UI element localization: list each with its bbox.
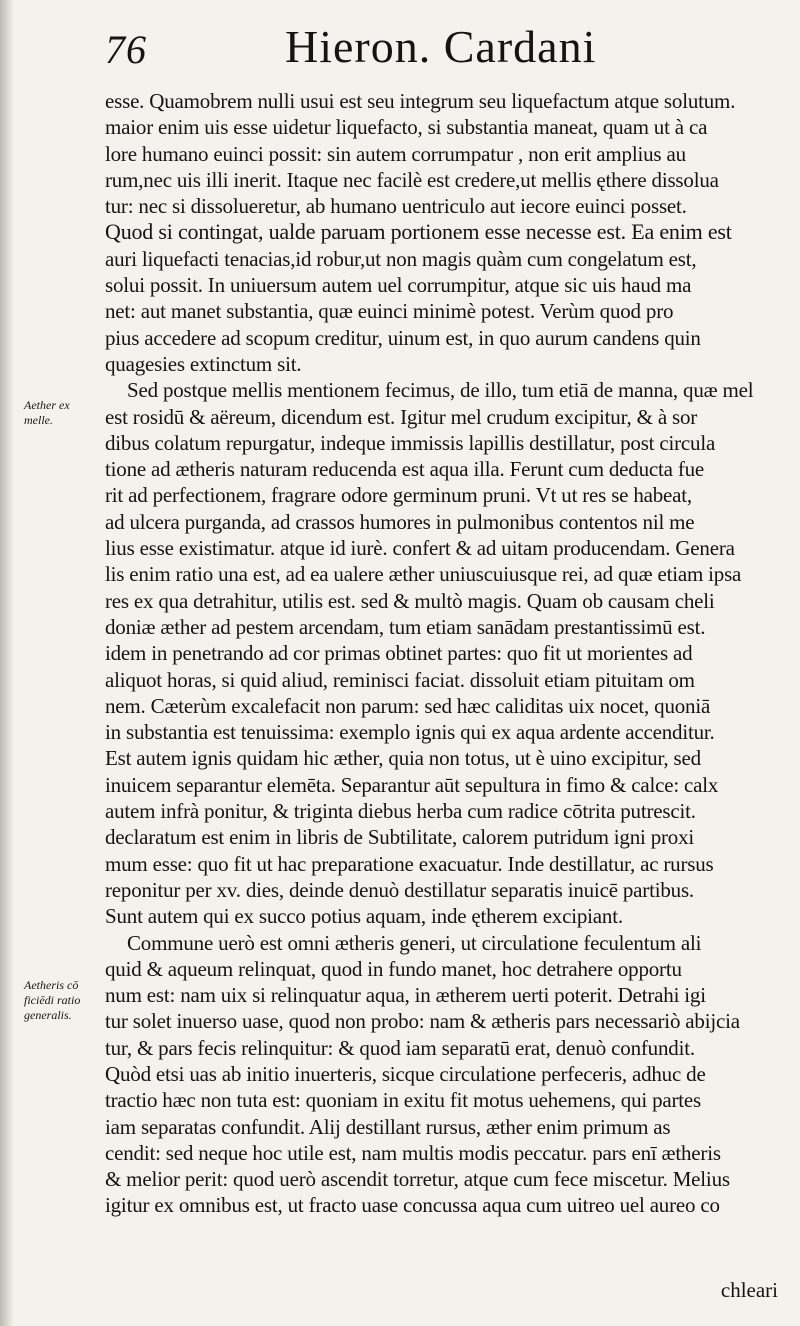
text-line: rum,nec uis illi inerit. Itaque nec facilè est credere,ut mellis ęthere dissolua (105, 167, 719, 192)
text-line: lore humano euinci possit: sin autem corrumpatur , non erit amplius au (105, 141, 686, 166)
text-line: declaratum est enim in libris de Subtilitate, calorem putridum igni proxi (105, 825, 695, 850)
sidenote-aetheris-conficiendi (24, 978, 100, 1023)
text-line: in substantia est tenuissima: exemplo ignis qui ex aqua ardente accenditur. (105, 720, 715, 745)
text-line: reponitur per xv. dies, deinde denuò destillatur separatis inuicē partibus. (105, 877, 694, 902)
text-line: Quòd etsi uas ab initio inuerteris, sicque circulatione perfeceris, adhuc de (105, 1061, 706, 1086)
sidenote-line: ficiēdi ratio (24, 993, 81, 1007)
text-line: igitur ex omnibus est, ut fracto uase concussa aqua cum uitreo uel aureo co (105, 1193, 720, 1218)
text-line: tractio hæc non tuta est: quoniam in exitu fit motus uehemens, qui partes (105, 1088, 702, 1113)
text-line: lis enim ratio una est, ad ea ualere æther uniuscuiusque rei, ad quæ etiam ipsa (105, 562, 742, 587)
text-line: aliquot horas, si quid aliud, reminisci faciat. dissoluit etiam pituitam om (105, 667, 695, 692)
text-line: solui possit. In uniuersum autem uel corrumpitur, atque sic uis haud ma (105, 273, 692, 298)
sidenote-line: generalis. (24, 1008, 72, 1022)
text-line: tur: nec si dissolueretur, ab humano uentriculo aut iecore euinci posset. (105, 194, 687, 219)
text-line: mum esse: quo fit ut hac preparatione exacuatur. Inde destillatur, ac rursus (105, 851, 714, 876)
text-line: esse. Quamobrem nulli usui est seu integrum seu liquefactum atque solutum. (105, 89, 736, 113)
text-line: tione ad ætheris naturam reducenda est aqua illa. Ferunt cum deducta fue (105, 457, 705, 482)
text-line: maior enim uis esse uidetur liquefacto, si substantia maneat, quam ut à ca (105, 115, 708, 140)
text-line: est rosidū & aëreum, dicendum est. Igitur mel crudum excipitur, & à sor (105, 404, 698, 429)
page-header (105, 18, 770, 80)
text-line: & melior perit: quod uerò ascendit torretur, atque cum fece miscetur. Melius (105, 1167, 730, 1192)
text-line: tur, & pars fecis relinquitur: & quod iam separatū erat, denuò confundit. (105, 1035, 695, 1060)
text-line: autem infrà ponitur, & triginta diebus herba cum radice cōtrita putrescit. (105, 799, 696, 824)
text-line: Commune uerò est omni ætheris generi, ut circulatione feculentum ali (127, 930, 702, 955)
text-line: res ex qua detrahitur, utilis est. sed & multò magis. Quam ob causam cheli (105, 588, 715, 613)
sidenote-line: melle. (24, 413, 53, 427)
text-line: doniæ æther ad pestem arcendam, tum etiam sanādam prestantissimū est. (105, 614, 706, 639)
text-line: quid & aqueum relinquat, quod in fundo manet, hoc detrahere opportu (105, 956, 682, 981)
sidenote-aether-ex-melle (24, 398, 100, 428)
text-line: Quod si contingat, ualde paruam portionem esse necesse est. Ea enim est (105, 219, 732, 245)
text-line: tur solet inuerso uase, quod non probo: nam & ætheris pars necessariò abijcia (105, 1009, 740, 1034)
sidenote-line: Aether ex (24, 398, 70, 412)
text-line: nem. Cæterùm excalefacit non parum: sed hæc caliditas uix nocet, quoniā (105, 693, 711, 718)
page-number: 76 (105, 27, 147, 72)
sidenote-line: Aetheris cō (24, 978, 79, 992)
text-line: ad ulcera purganda, ad crassos humores in pulmonibus contentos nil me (105, 509, 695, 534)
text-line: rit ad perfectionem, fragrare odore germinum pruni. Vt ut res se habeat, (105, 483, 692, 508)
text-line: lius esse existimatur. atque id iurè. confert & ad uitam producendam. Genera (105, 536, 735, 561)
text-line: net: aut manet substantia, quæ euinci minimè potest. Verùm quod pro (105, 299, 674, 324)
gutter-shadow (0, 0, 14, 1326)
body-text (105, 88, 775, 1219)
text-line: num est: nam uix si relinquatur aqua, in ætherem uerti poterit. Detrahi igi (105, 983, 706, 1008)
text-line: iam separatas confundit. Alij destillant rursus, æther enim primum as (105, 1114, 671, 1139)
text-line: pius accedere ad scopum creditur, uinum est, in quo aurum candens quin (105, 325, 701, 350)
text-line: Est autem ignis quidam hic æther, quia non totus, ut è uino excipitur, sed (105, 746, 701, 771)
text-line: auri liquefacti tenacias,id robur,ut non magis quàm cum congelatum est, (105, 246, 697, 271)
text-line: dibus colatum repurgatur, indeque immissis lapillis destillatur, post circula (105, 430, 716, 455)
text-line: inuicem separantur elemēta. Separantur aūt sepultura in fimo & calce: calx (105, 772, 719, 797)
text-line: quagesies extinctum sit. (105, 351, 302, 376)
text-line: idem in penetrando ad cor primas obtinet partes: quo fit ut morientes ad (105, 641, 693, 666)
catchword: chleari (720, 1278, 778, 1302)
text-line: Sed postque mellis mentionem fecimus, de illo, tum etiā de manna, quæ mel (127, 378, 754, 403)
text-line: cendit: sed neque hoc utile est, nam multis modis peccatur. pars enī ætheris (105, 1140, 721, 1165)
text-line: Sunt autem qui ex succo potius aquam, inde ętherem excipiant. (105, 904, 623, 929)
running-head: Hieron. Cardani (285, 21, 597, 72)
